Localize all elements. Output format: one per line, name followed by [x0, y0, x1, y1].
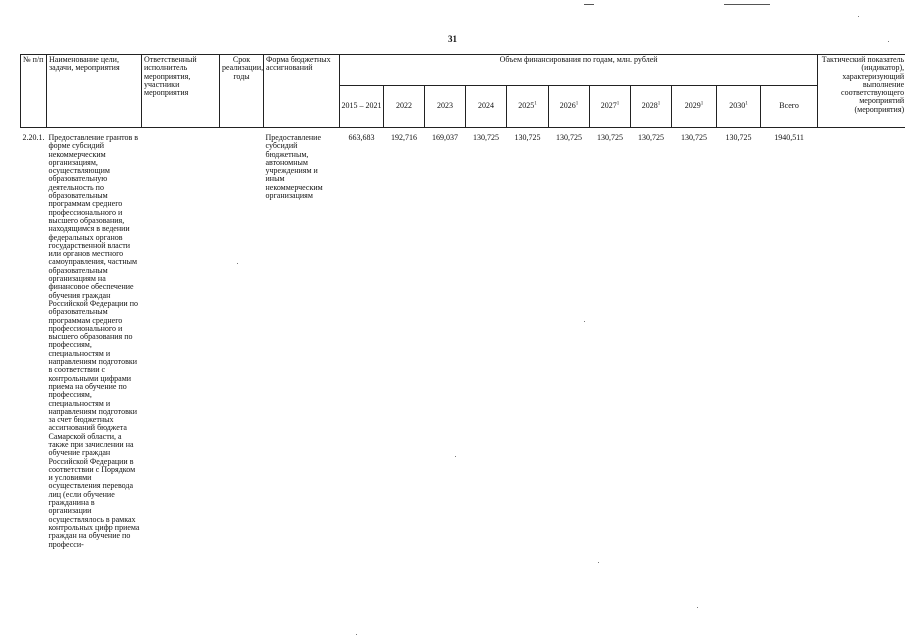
scan-speck: [356, 634, 357, 635]
year-header: 2026$^1$: [549, 86, 590, 128]
row-value: 130,725: [638, 133, 664, 142]
header-form: Форма бюджетных ассигнований: [264, 55, 340, 128]
row-number: 2.20.1.: [22, 133, 45, 142]
scan-speck: [584, 321, 585, 322]
row-goal: Предоставление грантов в форме субсидий некоммерческим организациям, осуществляющим образовательную деятельность по образовательным программам среднего профессионального и высшего образования, находящимся в ведении федеральных органов государственной власти или органов местного самоуправления, частным образовательным организациям на финансовое обеспечение обучения граждан Российской Федерации по образовательным программам среднего профессионального и высшего образования по профессиям, специальностям и направлениям подготовки в соответствии с контрольными цифрами приема на обучение по профессиям, специальностям и направлениям подготовки за счет бюджетных ассигнований бюджета Самарской области, а также при зачислении на обучение граждан Российской Федерации в соответствии с Порядком и условиями осуществления перевода лиц (если обучение гражданина в организации осуществлялось в рамках контрольных цифр приема граждан на обучение по професси-: [48, 133, 140, 549]
row-value: 130,725: [725, 133, 752, 142]
row-responsible: [142, 128, 220, 551]
header-term: Срок реализации, годы: [220, 55, 264, 128]
total-header: Всего: [761, 86, 818, 128]
scan-speck: [858, 16, 859, 17]
header-no: № п/п: [21, 55, 47, 128]
row-indicator: [818, 128, 905, 551]
row-value: 130,725: [597, 133, 623, 142]
row-form: Предоставление субсидий бюджетным, автономным учреждениям и иным некоммерческим организациям: [265, 133, 323, 201]
scan-speck: [697, 607, 698, 608]
header-responsible: Ответственный исполнитель мероприятия, участники мероприятия: [142, 55, 220, 128]
year-header: 2023: [425, 86, 466, 128]
row-value: 192,716: [391, 133, 417, 142]
row-value: 169,037: [432, 133, 458, 142]
year-header: 2027$^1$: [590, 86, 631, 128]
row-term: [220, 128, 264, 551]
header-funding: Объем финансирования по годам, млн. рублей: [340, 55, 818, 86]
table-row: [21, 128, 905, 551]
row-value: 130,725: [473, 133, 499, 142]
row-value: 130,725: [556, 133, 582, 142]
scan-speck: [888, 41, 889, 42]
year-header: 2015 – 2021: [340, 86, 384, 128]
year-header: 2030$^1$: [717, 86, 761, 128]
page-number: 31: [448, 34, 457, 44]
row-value: 130,725: [514, 133, 541, 142]
scan-marks: [580, 2, 780, 10]
year-header: 2029$^1$: [672, 86, 717, 128]
scan-speck: [455, 456, 456, 457]
year-header: 2024: [466, 86, 507, 128]
header-indicator: Тактический показатель (индикатор), характеризующий выполнение соответствующего мероприятий (мероприятия): [818, 55, 905, 128]
row-value: 663,683: [348, 133, 375, 142]
funding-table: [20, 54, 905, 551]
year-header: 2028$^1$: [631, 86, 672, 128]
header-goal: Наименование цели, задачи, мероприятия: [47, 55, 142, 128]
row-value: 130,725: [681, 133, 707, 142]
year-header: 2025$^1$: [507, 86, 549, 128]
scan-speck: [237, 263, 238, 264]
scan-speck: [598, 562, 599, 563]
year-header: 2022: [384, 86, 425, 128]
row-total: 1940,511: [774, 133, 804, 142]
